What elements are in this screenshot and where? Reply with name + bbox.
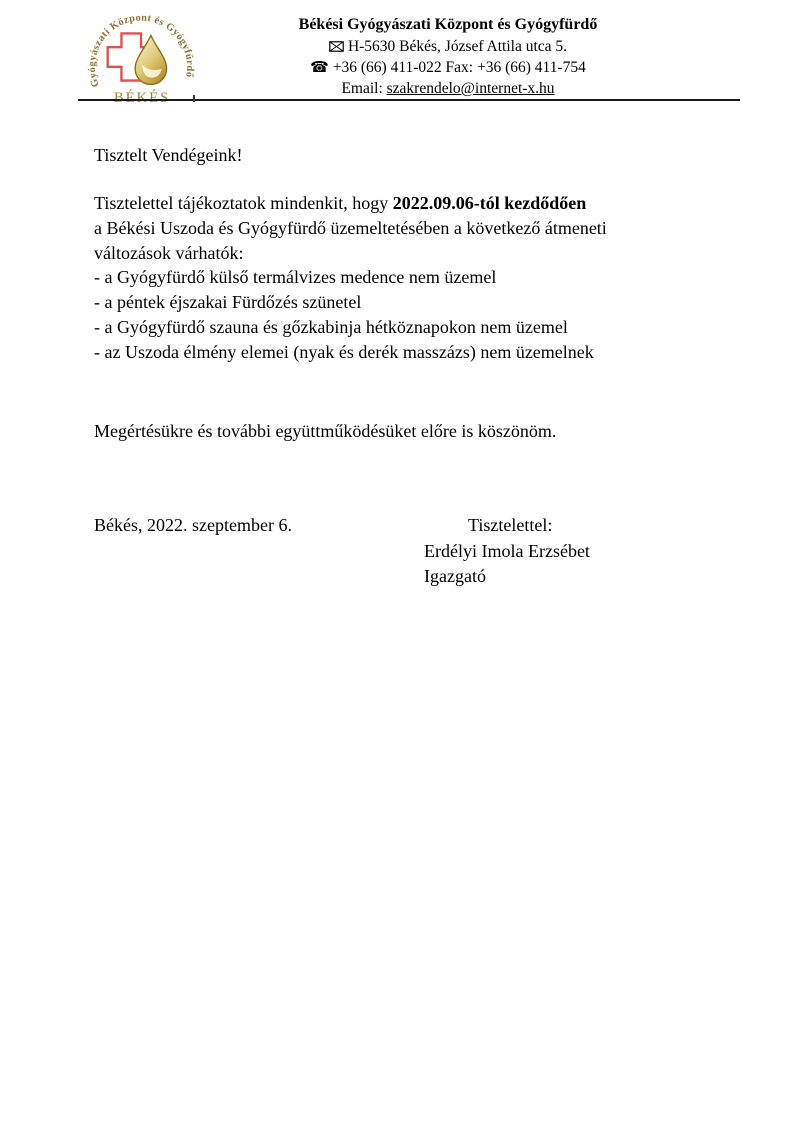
intro-line-3: változások várhatók: xyxy=(94,242,244,263)
salutation: Tisztelettel: xyxy=(468,515,553,535)
address-line xyxy=(248,36,648,57)
closing-line: Megértésükre és további együttműködésüket előre is köszönöm. xyxy=(94,421,557,441)
letter-body xyxy=(94,191,607,365)
envelope-icon xyxy=(329,41,344,52)
organization-name: Békési Gyógyászati Központ és Gyógyfürdő xyxy=(298,16,598,33)
header-divider-tick xyxy=(193,95,195,102)
phone-line xyxy=(248,57,648,78)
change-item: - a Gyógyfürdő külső termálvizes medence nem üzemel xyxy=(94,267,497,288)
signer-name: Erdélyi Imola Erzsébet xyxy=(424,541,590,561)
email-line xyxy=(248,78,648,99)
intro-line-1 xyxy=(94,191,607,216)
telephone-icon: ☎ xyxy=(310,58,329,76)
change-item: - a péntek éjszakai Fürdőzés szünetel xyxy=(94,292,362,313)
intro-line-2: a Békési Uszoda és Gyógyfürdő üzemeltetésében a következő átmeneti xyxy=(94,217,607,238)
signer-title: Igazgató xyxy=(424,566,486,586)
change-item: - a Gyógyfürdő szauna és gőzkabinja hétköznapokon nem üzemel xyxy=(94,316,568,337)
phone-fax-text: +36 (66) 411-022 Fax: +36 (66) 411-754 xyxy=(332,59,586,76)
email-label: Email: xyxy=(341,80,387,97)
date-place-line: Békés, 2022. szeptember 6. xyxy=(94,515,292,535)
change-item: - az Uszoda élmény elemei (nyak és derék masszázs) nem üzemelnek xyxy=(94,341,594,362)
intro-bold-date: 2022.09.06-tól kezdődően xyxy=(392,193,587,213)
logo-arc-text: Gyógyászati Központ és Gyógyfürdő xyxy=(86,12,196,89)
logo-city-text xyxy=(114,89,170,106)
letterhead xyxy=(248,14,648,99)
intro-regular-text: Tisztelettel tájékoztatok mindenkit, hogy xyxy=(94,193,393,213)
organization-logo-icon xyxy=(80,4,208,107)
email-link[interactable]: szakrendelo@internet-x.hu xyxy=(386,80,555,97)
header-divider xyxy=(78,99,740,101)
address-text: H-5630 Békés, József Attila utca 5. xyxy=(347,38,568,55)
greeting: Tisztelt Vendégeink! xyxy=(94,145,243,165)
